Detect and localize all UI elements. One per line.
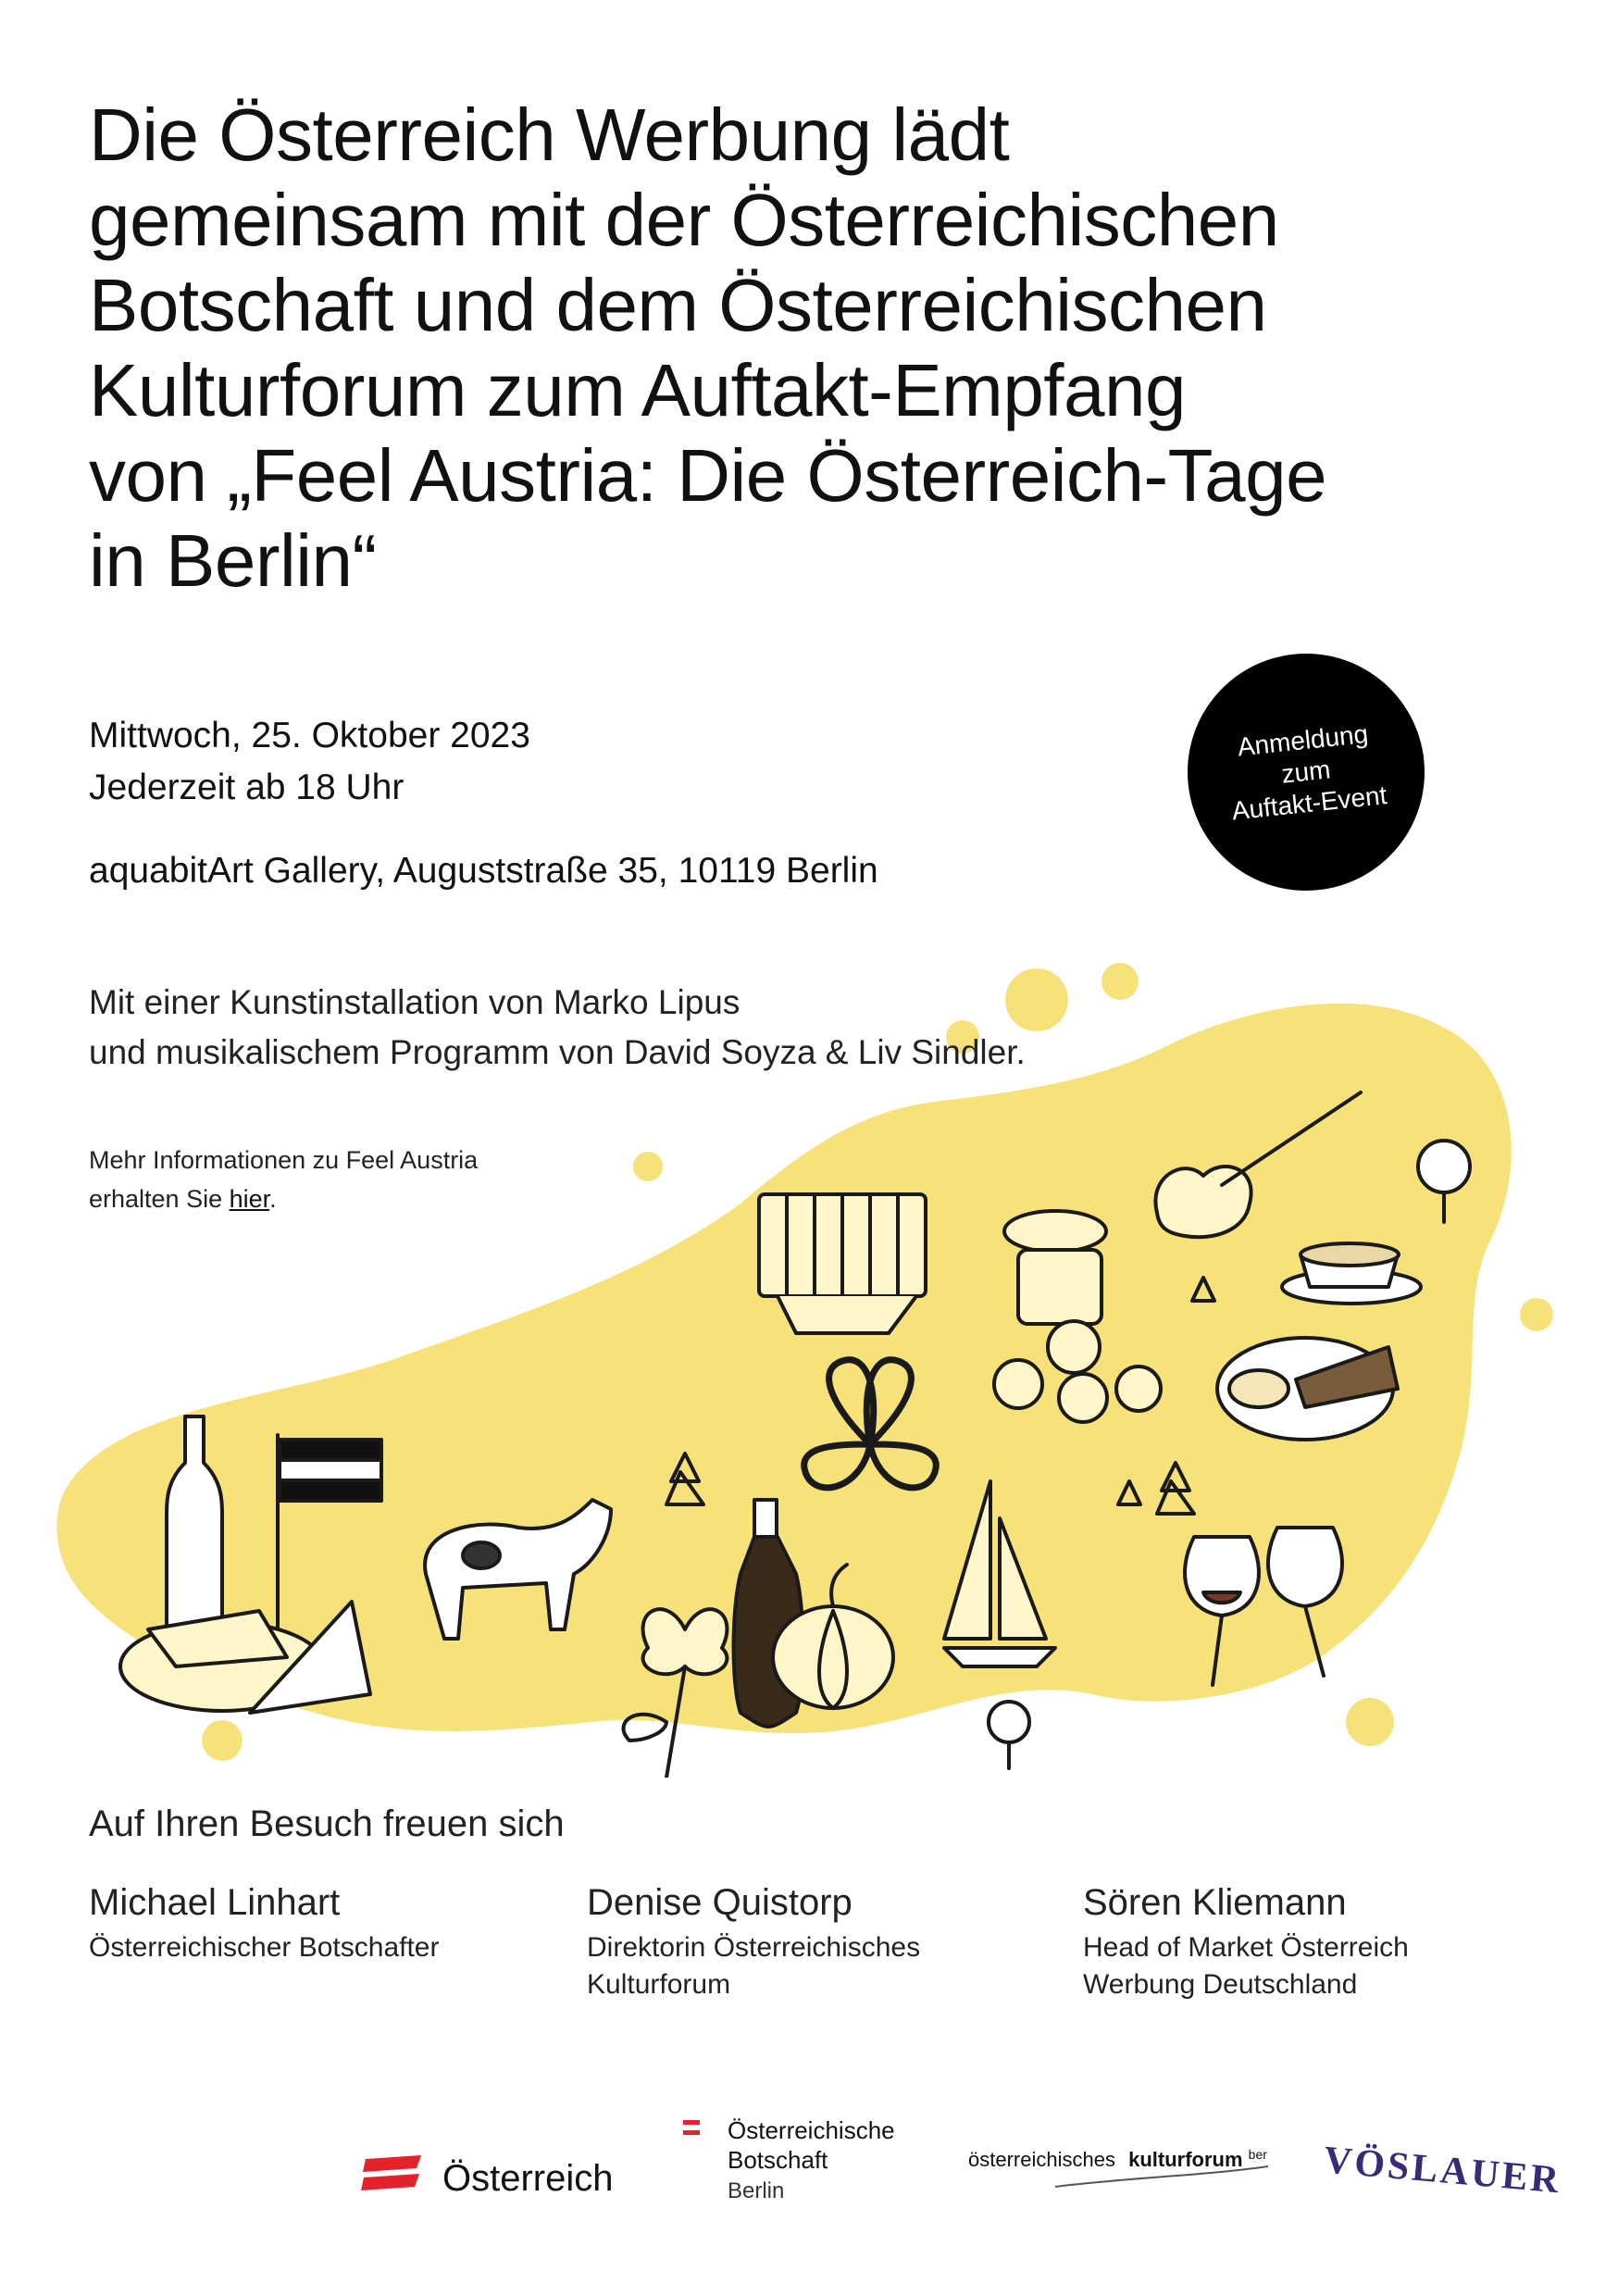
badge-line: zum [1280, 755, 1332, 789]
more-info-suffix: . [269, 1185, 277, 1213]
program-line: und musikalischem Programm von David Soyza & Liv Sindler. [89, 1033, 1026, 1071]
host-name: Denise Quistorp [587, 1882, 853, 1923]
oesterreich-logo-text: Österreich [442, 2158, 614, 2199]
event-venue: aquabitArt Gallery, Auguststraße 35, 10119 Berlin [89, 851, 878, 891]
headline-line: Die Österreich Werbung lädt [89, 94, 1010, 176]
headline-line: von „Feel Austria: Die Österreich-Tage [89, 434, 1327, 517]
host-role [1083, 1929, 1564, 2003]
austria-stripe-shape [683, 2130, 700, 2135]
round-tree-icon [989, 1702, 1029, 1768]
host-role-line: Kulturforum [587, 1969, 731, 2000]
botschaft-logo-line: Berlin [728, 2178, 785, 2203]
more-info-line [89, 1179, 277, 1218]
event-date: Mittwoch, 25. Oktober 2023 [89, 716, 530, 755]
badge-line: Auftakt-Event [1230, 780, 1388, 826]
sponsor-logos [0, 2102, 1618, 2222]
kulturforum-logo-text [968, 2147, 1267, 2171]
headline-line: Kulturforum zum Auftakt-Empfang [89, 349, 1187, 431]
host-role [587, 1929, 1068, 2003]
oesterreich-logo [361, 2155, 614, 2199]
more-info-prefix: erhalten Sie [89, 1185, 230, 1213]
host-role-line: Direktorin Österreichisches [587, 1932, 921, 1963]
program-line: Mit einer Kunstinstallation von Marko Lipus [89, 983, 741, 1021]
kulturforum-logo-part: ber [1248, 2147, 1267, 2162]
host-role: Österreichischer Botschafter [89, 1932, 440, 1963]
host-block [587, 1879, 1068, 2003]
headline-line: gemeinsam mit der Österreichischen [89, 179, 1279, 261]
host-name: Sören Kliemann [1083, 1882, 1347, 1923]
austria-stripe-shape [683, 2120, 700, 2125]
botschaft-logo [683, 2116, 895, 2203]
kulturforum-logo-part: österreichisches [968, 2148, 1115, 2171]
more-info-link[interactable]: hier [229, 1185, 270, 1213]
kulturforum-logo [968, 2147, 1268, 2187]
jam-jar-icon [1004, 1211, 1106, 1324]
voeslauer-logo-text: VÖSLAUER [1322, 2139, 1563, 2202]
botschaft-logo-line: Botschaft [728, 2146, 828, 2174]
headline-line: in Berlin“ [89, 519, 377, 602]
host-role-line: Head of Market Österreich [1083, 1932, 1409, 1963]
cake-icon [1217, 1338, 1398, 1440]
greeting: Auf Ihren Besuch freuen sich [89, 1803, 565, 1844]
host-block [89, 1879, 570, 1966]
botschaft-logo-line: Österreichische [728, 2116, 895, 2144]
kulturforum-logo-part: kulturforum [1128, 2148, 1243, 2171]
host-role-line: Werbung Deutschland [1083, 1969, 1358, 2000]
more-info-line: Mehr Informationen zu Feel Austria [89, 1146, 479, 1174]
accordion-icon [759, 1194, 926, 1333]
host-name: Michael Linhart [89, 1882, 341, 1923]
event-time: Jederzeit ab 18 Uhr [89, 767, 404, 807]
registration-badge[interactable] [1176, 642, 1436, 902]
voeslauer-logo [1322, 2139, 1562, 2202]
austria-stripe-shape [363, 2155, 421, 2172]
headline [89, 93, 1533, 604]
host-block [1083, 1879, 1564, 2003]
austria-stripe-shape [361, 2174, 419, 2190]
badge-line: Anmeldung [1236, 718, 1370, 762]
headline-line: Botschaft und dem Österreichischen [89, 264, 1267, 346]
